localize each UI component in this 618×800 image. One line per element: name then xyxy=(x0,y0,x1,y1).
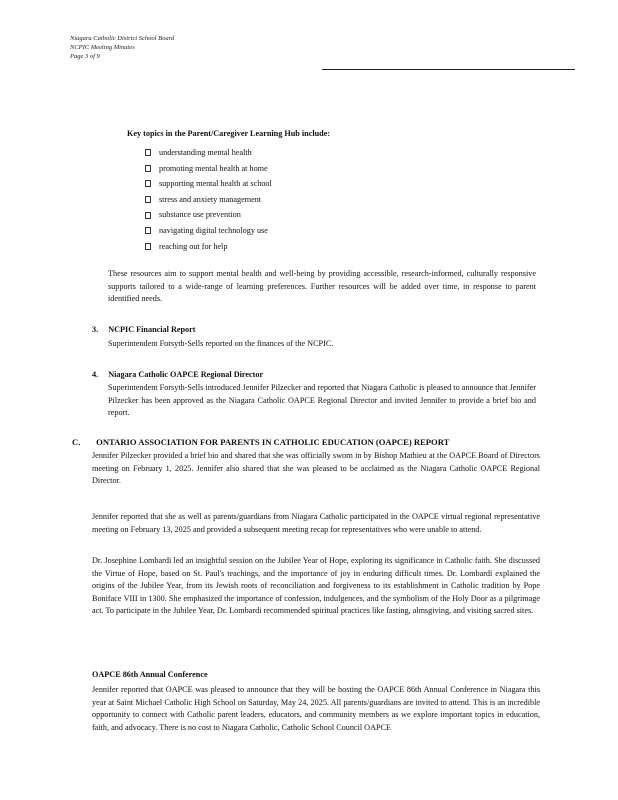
checkbox-bullet-icon xyxy=(145,165,151,172)
section-4-title: Niagara Catholic OAPCE Regional Director xyxy=(108,370,264,379)
resources-paragraph: These resources aim to support mental health and well-being by providing accessible, research-informed, culturally responsive supports tailored to a wide-range of learning preferences. Further resources will be added over time, in response to parent identified needs. xyxy=(108,269,536,303)
list-item: supporting mental health at school xyxy=(145,176,272,192)
section-4-body: Superintendent Forsyth-Sells introduced Jennifer Pilzecker and reported that Niagara Catholic is pleased to announce that Jennifer Pilzecker has been approved as the Niagara Catholic OAPCE Regional Director and invited Jennifer to provide a brief bio and report. xyxy=(108,383,536,417)
section-c-heading xyxy=(72,437,449,447)
section-4-heading xyxy=(92,370,263,379)
section-3-body: Superintendent Forsyth-Sells reported on the finances of the NCPIC. xyxy=(108,339,334,348)
page-header xyxy=(70,34,174,61)
list-item: stress and anxiety management xyxy=(145,192,272,208)
list-item: reaching out for help xyxy=(145,239,272,255)
checkbox-bullet-icon xyxy=(145,149,151,156)
conference-heading: OAPCE 86th Annual Conference xyxy=(92,670,208,679)
header-page-number: Page 3 of 9 xyxy=(70,53,100,60)
section-3-heading xyxy=(92,325,196,334)
section-c-title: ONTARIO ASSOCIATION FOR PARENTS IN CATHOLIC EDUCATION (OAPCE) REPORT xyxy=(96,437,450,447)
header-rule xyxy=(322,69,575,70)
checkbox-bullet-icon xyxy=(145,227,151,234)
key-topics-list xyxy=(145,145,272,254)
key-topics-title: Key topics in the Parent/Caregiver Learning Hub include: xyxy=(127,129,331,138)
oapce-report-paragraph-2: Jennifer reported that she as well as parents/guardians from Niagara Catholic participated in the OAPCE virtual regional representative meeting on February 13, 2025 and provided a subsequent meeting recap for representatives who were unable to attend. xyxy=(92,512,540,534)
section-c-label: C. xyxy=(72,437,81,447)
list-item: promoting mental health at home xyxy=(145,161,272,177)
list-item: navigating digital technology use xyxy=(145,223,272,239)
checkbox-bullet-icon xyxy=(145,180,151,187)
checkbox-bullet-icon xyxy=(145,243,151,250)
section-4-number: 4. xyxy=(92,370,99,379)
oapce-report-paragraph-3: Dr. Josephine Lombardi led an insightful session on the Jubilee Year of Hope, exploring its significance in Catholic faith. She discussed the Virtue of Hope, based on St. Paul's teachings, and the importance of joy in enduring difficult times. Dr. Lombardi explained the origins of the Jubilee Year, from its Jewish roots of reconciliation and forgiveness to its establishment in Catholic tradition by Pope Boniface VIII in 1300. She emphasized the importance of confession, indulgences, and the symbolism of the Holy Door as a pilgrimage act. To participate in the Jubilee Year, Dr. Lombardi recommended spiritual practices like fasting, almsgiving, and visiting sacred sites. xyxy=(92,556,540,615)
section-3-number: 3. xyxy=(92,325,99,334)
oapce-report-paragraph-1: Jennifer Pilzecker provided a brief bio and shared that she was officially sworn in by Bishop Mathieu at the OAPCE Board of Directors meeting on February 1, 2025. Jennifer also shared that she was pleased to be acclaimed as the Niagara Catholic OAPCE Regional Director. xyxy=(92,451,540,485)
checkbox-bullet-icon xyxy=(145,212,151,219)
conference-paragraph: Jennifer reported that OAPCE was pleased to announce that they will be hosting the OAPCE 86th Annual Conference in Niagara this year at Saint Michael Catholic High School on Saturday, May 24, 2025. All parents/guardians are invited to attend. This is an incredible opportunity to connect with Catholic parent leaders, educators, and community members as we explore important topics in education, faith, and advocacy. There is no cost to Niagara Catholic, Catholic School Council OAPCE xyxy=(92,685,540,732)
list-item: substance use prevention xyxy=(145,207,272,223)
list-item: understanding mental health xyxy=(145,145,272,161)
checkbox-bullet-icon xyxy=(145,196,151,203)
header-board-name: Niagara Catholic District School Board xyxy=(70,35,175,42)
header-minutes-title: NCPIC Meeting Minutes xyxy=(70,44,135,51)
section-3-title: NCPIC Financial Report xyxy=(108,325,196,334)
